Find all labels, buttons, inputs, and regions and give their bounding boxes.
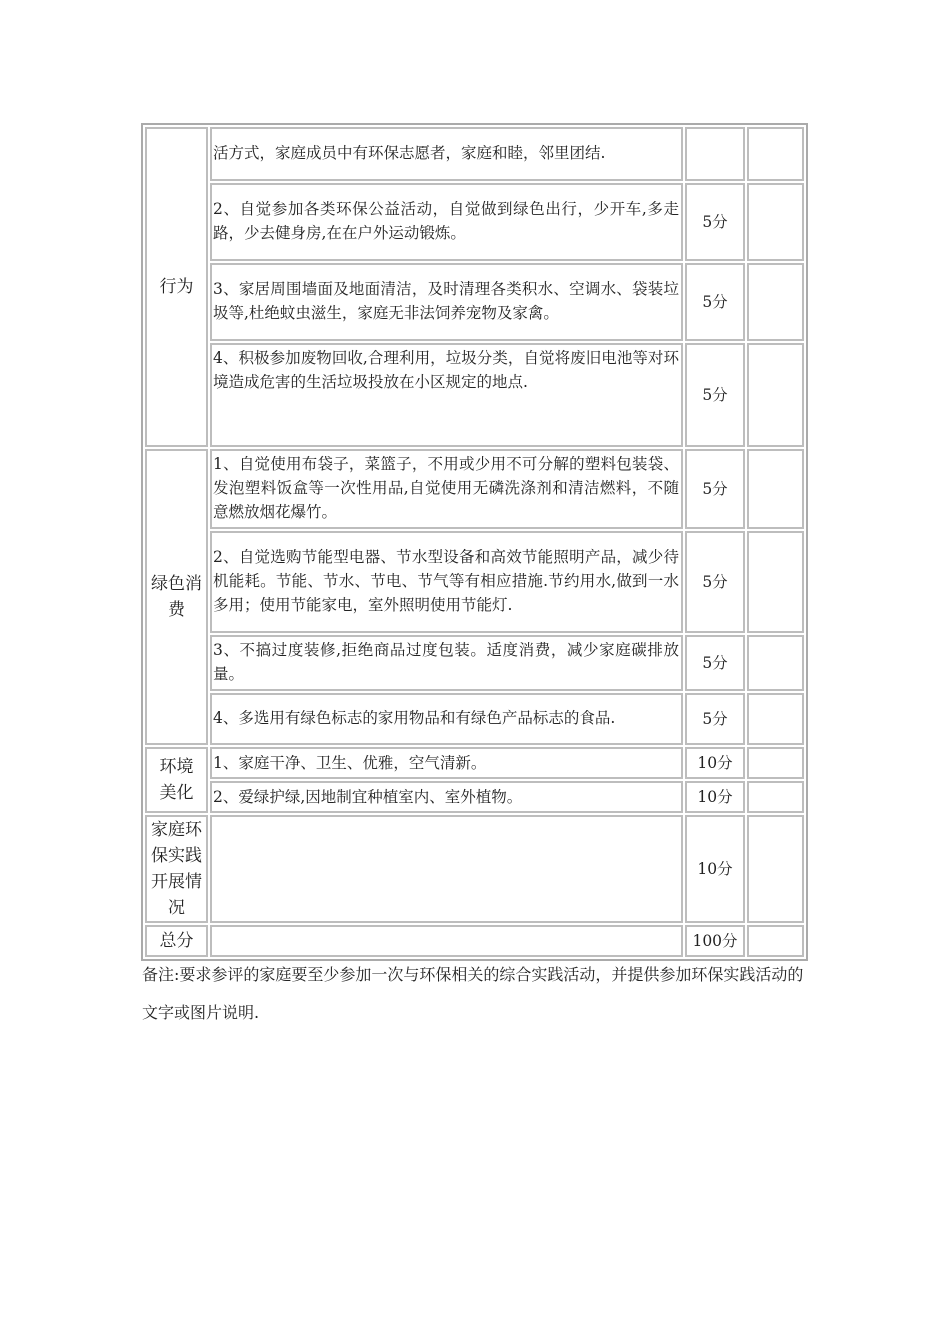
score-cell: 5分 xyxy=(685,343,745,447)
score-cell: 5分 xyxy=(685,183,745,261)
table-row xyxy=(145,693,804,745)
rating-cell xyxy=(747,693,804,745)
criteria-cell: 2、爱绿护绿,因地制宜种植室内、室外植物。 xyxy=(210,781,683,813)
table-row xyxy=(145,781,804,813)
rating-cell xyxy=(747,343,804,447)
rating-cell xyxy=(747,183,804,261)
table-row xyxy=(145,635,804,691)
rating-cell xyxy=(747,815,804,923)
rating-cell xyxy=(747,263,804,341)
criteria-cell: 2、自觉参加各类环保公益活动，自觉做到绿色出行，少开车,多走路，少去健身房,在在户外运动锻炼。 xyxy=(210,183,683,261)
table-row xyxy=(145,343,804,447)
criteria-cell: 3、不搞过度装修,拒绝商品过度包装。适度消费，减少家庭碳排放量。 xyxy=(210,635,683,691)
table-row xyxy=(145,925,804,957)
criteria-cell: 活方式，家庭成员中有环保志愿者，家庭和睦，邻里团结. xyxy=(210,127,683,181)
score-cell: 10分 xyxy=(685,781,745,813)
category-cell: 行为 xyxy=(145,127,208,447)
rating-cell xyxy=(747,635,804,691)
score-cell: 5分 xyxy=(685,263,745,341)
rating-cell xyxy=(747,781,804,813)
criteria-cell: 1、家庭干净、卫生、优雅，空气清新。 xyxy=(210,747,683,779)
table-row xyxy=(145,747,804,779)
table-row xyxy=(145,815,804,923)
score-cell xyxy=(685,127,745,181)
criteria-cell: 2、自觉选购节能型电器、节水型设备和高效节能照明产品，减少待机能耗。节能、节水、节电、节气等有相应措施.节约用水,做到一水多用；使用节能家电，室外照明使用节能灯. xyxy=(210,531,683,633)
table-row xyxy=(145,531,804,633)
category-cell: 总分 xyxy=(145,925,208,957)
table-row xyxy=(145,263,804,341)
criteria-cell xyxy=(210,925,683,957)
category-cell: 环境美化 xyxy=(145,747,208,813)
category-cell: 绿色消费 xyxy=(145,449,208,745)
score-cell: 5分 xyxy=(685,693,745,745)
rating-cell xyxy=(747,449,804,529)
table-row xyxy=(145,449,804,529)
score-cell: 10分 xyxy=(685,815,745,923)
score-cell: 5分 xyxy=(685,531,745,633)
criteria-cell: 3、家居周围墙面及地面清洁，及时清理各类积水、空调水、袋装垃圾等,杜绝蚊虫滋生，家庭无非法饲养宠物及家禽。 xyxy=(210,263,683,341)
table-row xyxy=(145,183,804,261)
rating-cell xyxy=(747,127,804,181)
category-cell: 家庭环保实践开展情况 xyxy=(145,815,208,923)
criteria-cell: 4、多选用有绿色标志的家用物品和有绿色产品标志的食品. xyxy=(210,693,683,745)
rating-cell xyxy=(747,747,804,779)
criteria-cell: 1、自觉使用布袋子，菜篮子，不用或少用不可分解的塑料包装袋、发泡塑料饭盒等一次性用品,自觉使用无磷洗涤剂和清洁燃料，不随意燃放烟花爆竹。 xyxy=(210,449,683,529)
criteria-cell xyxy=(210,815,683,923)
scoring-table xyxy=(141,123,808,961)
table-row xyxy=(145,127,804,181)
criteria-cell: 4、积极参加废物回收,合理利用，垃圾分类，自觉将废旧电池等对环境造成危害的生活垃圾投放在小区规定的地点. xyxy=(210,343,683,447)
score-cell: 5分 xyxy=(685,449,745,529)
score-cell: 5分 xyxy=(685,635,745,691)
footnote: 备注:要求参评的家庭要至少参加一次与环保相关的综合实践活动，并提供参加环保实践活动的文字或图片说明. xyxy=(142,965,804,1022)
score-cell: 100分 xyxy=(685,925,745,957)
rating-cell xyxy=(747,531,804,633)
rating-cell xyxy=(747,925,804,957)
score-cell: 10分 xyxy=(685,747,745,779)
